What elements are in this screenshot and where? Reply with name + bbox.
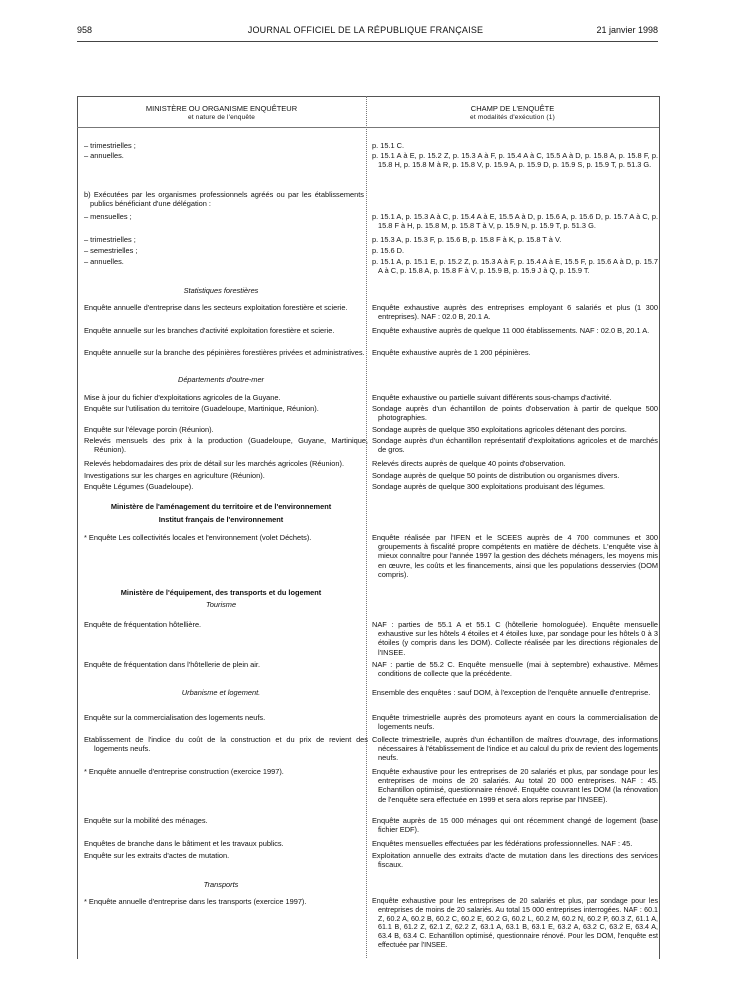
row-left: Etablissement de l'indice du coût de la construction et du prix de revient des logements neufs. [84, 735, 368, 754]
row-left: Enquête sur l'élevage porcin (Réunion). [84, 425, 214, 434]
row-right: Enquêtes mensuelles effectuées par les fédérations professionnelles. NAF : 45. [372, 839, 633, 848]
row-left: – annuelles. [84, 151, 124, 160]
row-right: Enquête trimestrielle auprès des promoteurs ayant en cours la commercialisation de logements neufs. [372, 713, 658, 732]
page-number: 958 [77, 25, 93, 35]
row-right: Exploitation annuelle des extraits d'acte de mutation dans les directions des services fiscaux. [372, 851, 658, 870]
row-right: Enquête réalisée par l'IFEN et le SCEES auprès de 4 700 communes et 300 groupements à fiscalité propre compétents en matière de déchets. L'enquête vise à mieux connaître pour l'année 1997 la gestion des déchets ménagers, les moyens mis en œuvre, les coûts et les financements, ainsi que les populations desservies (DOM compris). [372, 533, 658, 579]
row-left: Enquête sur la mobilité des ménages. [84, 816, 208, 825]
institute-heading: Institut français de l'environnement [158, 515, 284, 524]
row-left: * Enquête Les collectivités locales et l'environnement (volet Déchets). [84, 533, 312, 542]
row-right: Relevés directs auprès de quelque 40 points d'observation. [372, 459, 566, 468]
right-column-header [366, 104, 659, 122]
row-right: NAF : parties de 55.1 A et 55.1 C (hôtellerie homologuée). Enquête mensuelle exhaustive sur les hôtels 4 étoiles et 4 étoiles luxe, par sondage pour les hôtels 0 à 3 étoiles (y compris dans les DOM). Collecte réalisée par les directions régionales de l'INSEE. [372, 620, 658, 657]
left-column-header [77, 104, 366, 122]
row-left: Enquête sur la commercialisation des logements neufs. [84, 713, 266, 722]
row-right: Sondage auprès de quelque 50 points de distribution ou organismes divers. [372, 471, 620, 480]
row-right: Sondage auprès d'un échantillon représentatif d'exploitations agricoles et de marchés de gros. [372, 436, 658, 455]
row-left: Enquêtes de branche dans le bâtiment et les travaux publics. [84, 839, 284, 848]
row-right: Collecte trimestrielle, auprès d'un échantillon de maîtres d'ouvrage, des informations nécessaires à l'établissement de l'indice et au calcul du prix de revient des logements neufs. [372, 735, 658, 763]
row-right: Enquête auprès de 15 000 ménages qui ont récemment changé de logement (base fichier EDF). [372, 816, 658, 835]
row-left: – mensuelles ; [84, 212, 132, 221]
section-heading: Transports [203, 880, 239, 889]
row-left: * Enquête annuelle d'entreprise construction (exercice 1997). [84, 767, 284, 776]
row-left: – trimestrielles ; [84, 235, 136, 244]
section-heading: Tourisme [205, 600, 237, 609]
row-right: Sondage auprès d'un échantillon de points d'observation à partir de quelque 500 photographies. [372, 404, 658, 423]
column-header-rule [77, 127, 659, 128]
row-right: Enquête exhaustive ou partielle suivant différents sous-champs d'activité. [372, 393, 612, 402]
row-left: Enquête sur l'utilisation du territoire (Guadeloupe, Martinique, Réunion). [84, 404, 319, 413]
row-left: Investigations sur les charges en agriculture (Réunion). [84, 471, 265, 480]
right-column-title: CHAMP DE L'ENQUÊTE [470, 104, 555, 113]
row-right: p. 15.1 C. [372, 141, 405, 150]
column-divider [366, 96, 367, 958]
row-left: – semestrielles ; [84, 246, 138, 255]
row-right: p. 15.3 A, p. 15.3 F, p. 15.6 B, p. 15.8 F à K, p. 15.8 T à V. [372, 235, 562, 244]
section-heading: Départements d'outre-mer [177, 375, 265, 384]
row-left: Enquête Légumes (Guadeloupe). [84, 482, 194, 491]
row-left: Enquête annuelle sur la branche des pépinières forestières privées et administratives. [84, 348, 365, 357]
row-left: Enquête annuelle sur les branches d'activité exploitation forestière et scierie. [84, 326, 335, 335]
row-right: p. 15.1 A à E, p. 15.2 Z, p. 15.3 A à F, p. 15.4 A à C, 15.5 A à D, p. 15.8 A, p. 15.8 F, p. 15.8 H, p. 15.8 M à R, p. 15.8 V, p. 15.9 A, p. 15.9 D, p. 15.9 S, p. 15.9 T, p. 51.3 G. [372, 151, 658, 170]
section-heading: Statistiques forestières [183, 286, 259, 295]
journal-title: JOURNAL OFFICIEL DE LA RÉPUBLIQUE FRANÇAISE [247, 25, 484, 35]
row-right: Enquête exhaustive pour les entreprises de 20 salariés et plus, par sondage pour les entreprises de moins de 20 salariés. Au total 15 000 entreprises interrogées. NAF : 60.1 Z, 60.2 A, 60.2 B, 60.2 C, 60.2 E, 60.2 G, 60.2 L, 60.2 M, 60.2 N, 60.2 P, 60.3 Z, 61.1 A, 61.1 B, 61.2 Z, 62.1 Z, 62.2 Z, 63.1 A, 63.1 B, 63.1 E, 63.2 A, 63.2 C, 63.2 E, 63.4 A, 63.4 B, 63.4 C. Echantillon optimisé, questionnaire rénové. Pour les DOM, l'enquête est effectuée par l'INSEE. [372, 897, 658, 949]
right-column-subtitle: et modalités d'exécution (1) [470, 114, 555, 121]
issue-date: 21 janvier 1998 [596, 25, 658, 35]
row-right: Enquête exhaustive auprès de 1 200 pépinières. [372, 348, 531, 357]
row-right: Sondage auprès de quelque 350 exploitations agricoles détenant des porcins. [372, 425, 627, 434]
section-heading: Urbanisme et logement. [181, 688, 261, 697]
row-left: Mise à jour du fichier d'exploitations agricoles de la Guyane. [84, 393, 281, 402]
row-right: p. 15.6 D. [372, 246, 405, 255]
row-left: * Enquête annuelle d'entreprise dans les transports (exercice 1997). [84, 897, 307, 906]
row-left: Relevés mensuels des prix à la production (Guadeloupe, Guyane, Martinique, Réunion). [84, 436, 368, 455]
left-column-subtitle: et nature de l'enquête [187, 114, 256, 121]
row-left: Enquête annuelle d'entreprise dans les secteurs exploitation forestière et scierie. [84, 303, 348, 312]
header-rule [77, 41, 658, 42]
row-right: Enquête exhaustive auprès des entreprises employant 6 salariés et plus (1 300 entreprises). NAF : 02.0 B, 20.1 A. [372, 303, 658, 322]
row-right: p. 15.1 A, p. 15.3 A à C, p. 15.4 A à E, 15.5 A à D, p. 15.6 A, p. 15.6 D, p. 15.7 A à C, p. 15.8 F à H, p. 15.8 M, p. 15.8 T à V, p. 15.9 N, p. 15.9 T, p. 51.3 G. [372, 212, 658, 231]
row-right: NAF : partie de 55.2 C. Enquête mensuelle (mai à septembre) exhaustive. Mêmes conditions de collecte que la précédente. [372, 660, 658, 679]
running-header [0, 25, 731, 39]
left-column-title: MINISTÈRE OU ORGANISME ENQUÊTEUR [145, 104, 298, 113]
row-left: Enquête sur les extraits d'actes de mutation. [84, 851, 230, 860]
row-right: Enquête exhaustive pour les entreprises de 20 salariés et plus, par sondage pour les entreprises de moins de 20 salariés. Au total 20 000 entreprises. NAF : 45. Echantillon optimisé, questionnaire rénové. Enquête couvrant les DOM (la rénovation de l'enquête sera effectuée en 1999 et sera alors reprise par l'INSEE). [372, 767, 658, 804]
row-left: Enquête de fréquentation dans l'hôtellerie de plein air. [84, 660, 261, 669]
row-right: p. 15.1 A, p. 15.1 E, p. 15.2 Z, p. 15.3 A à F, p. 15.4 A à E, 15.5 F, p. 15.6 A à D, p. 15.7 A à C, p. 15.8 A, p. 15.8 F à V, p. 15.9 B, p. 15.9 J à Q, p. 15.9 T. [372, 257, 658, 276]
row-right: Enquête exhaustive auprès de quelque 11 000 établissements. NAF : 02.0 B, 20.1 A. [372, 326, 650, 335]
row-left: b) Exécutées par les organismes professionnels agréés ou par les établissements publics bénéficiant d'une délégation : [84, 190, 364, 209]
row-left: Relevés hebdomadaires des prix de détail sur les marchés agricoles (Réunion). [84, 459, 345, 468]
row-left: – trimestrielles ; [84, 141, 136, 150]
row-right: Sondage auprès de quelque 300 exploitations produisant des légumes. [372, 482, 605, 491]
row-left: Enquête de fréquentation hôtellière. [84, 620, 202, 629]
ministry-heading: Ministère de l'équipement, des transports et du logement [120, 588, 322, 597]
row-left: – annuelles. [84, 257, 124, 266]
row-right: Ensemble des enquêtes : sauf DOM, à l'exception de l'enquête annuelle d'entreprise. [372, 688, 651, 697]
ministry-heading: Ministère de l'aménagement du territoire et de l'environnement [110, 502, 332, 511]
